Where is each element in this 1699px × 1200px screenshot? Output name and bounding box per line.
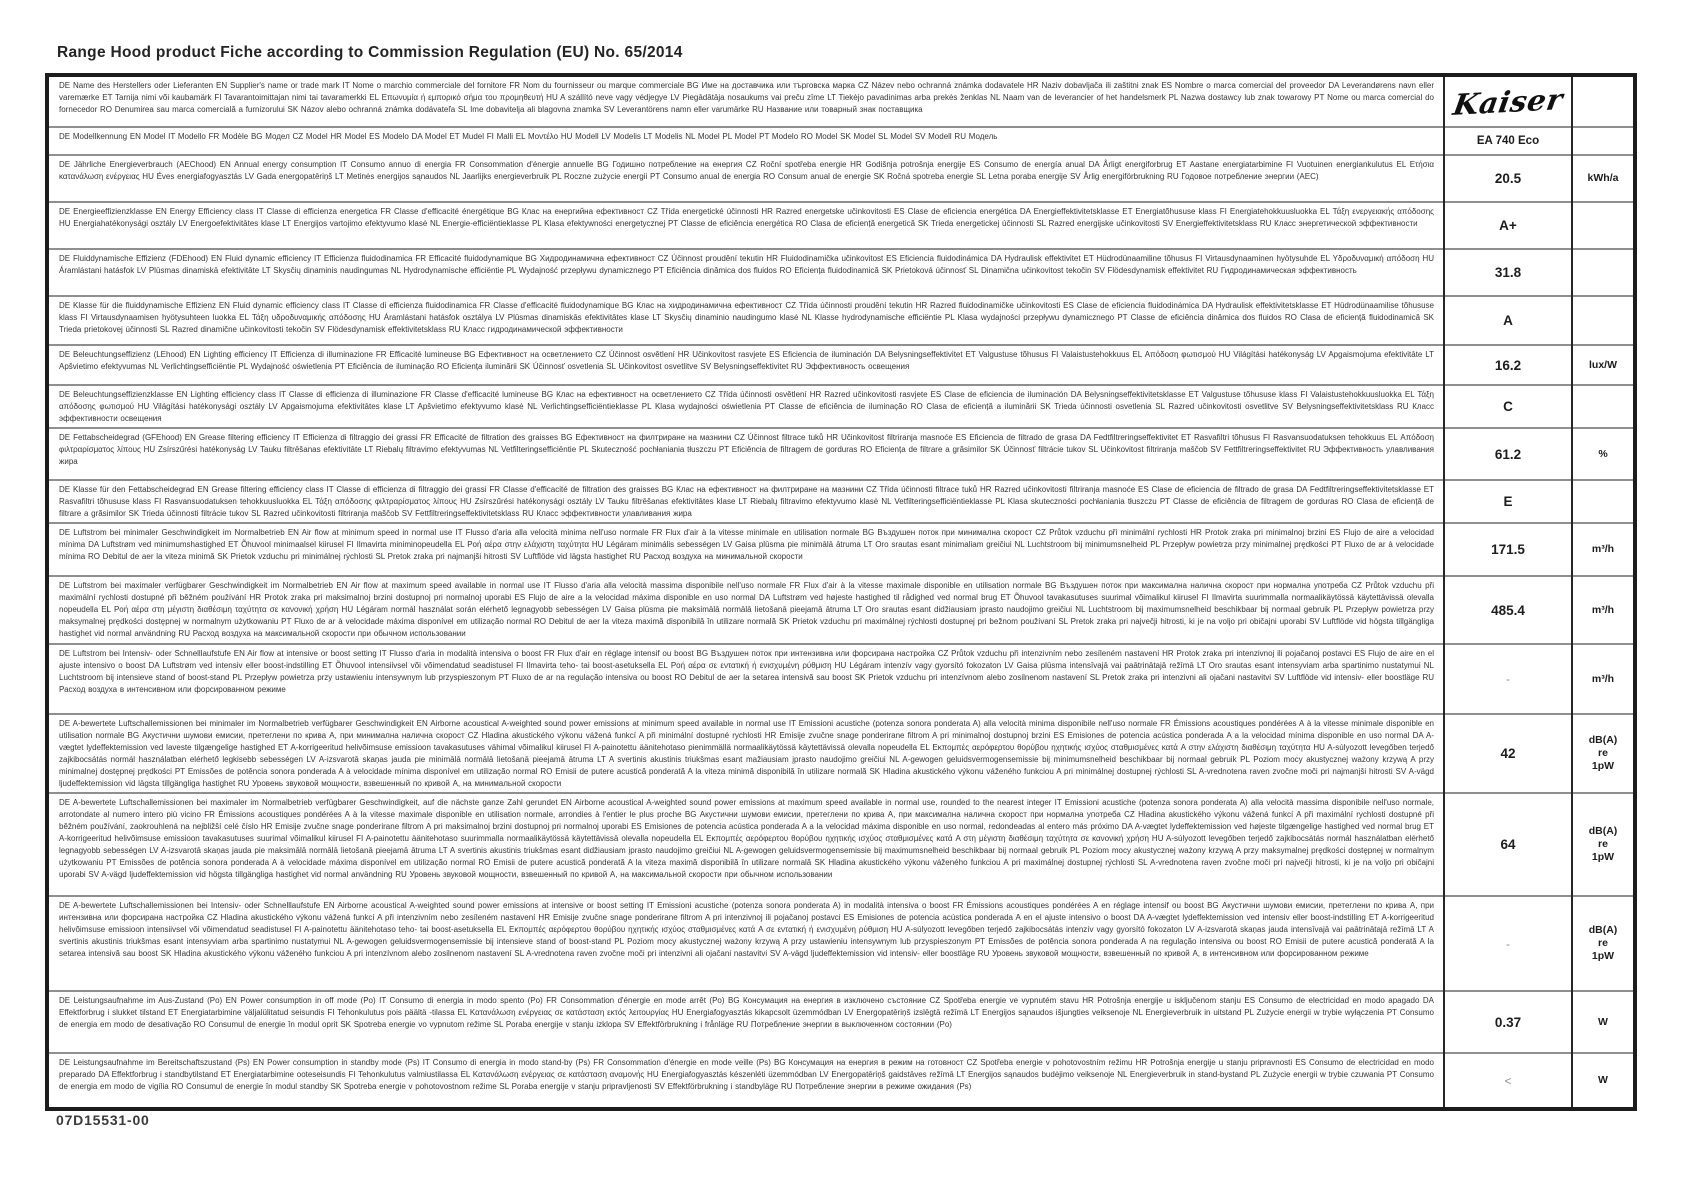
value-fluid-dynamic-efficiency: 31.8 xyxy=(1444,249,1572,296)
fiche-row-noise-intensive-boost xyxy=(47,896,1635,991)
unit-airflow-maximum-speed: m³/h xyxy=(1572,576,1635,644)
value-model: EA 740 Eco xyxy=(1444,127,1572,155)
fiche-row-lighting-efficiency-class xyxy=(47,385,1635,428)
value-annual-energy-consumption: 20.5 xyxy=(1444,155,1572,202)
fiche-row-power-standby-mode xyxy=(47,1053,1635,1109)
description-power-off-mode: DE Leistungsaufnahme im Aus-Zustand (Po) EN Power consumption in off mode (Po) IT Consumo di energia in modo spento (Po) FR Consommation d'énergie en mode arrêt (Po) BG Консумация на енергия в изключено състояние CZ Spotřeba energie ve vypnutém stavu HR Potrošnja energije u isključenom stanju ES Consumo de electricidad en modo apagado DA Effektforbrug i slukket tilstand ET Energiatarbimine väljalülitatud seisundis FI Tehonkulutus pois päältä -tilassa EL Κατανάλωση ενέργειας σε κατάσταση εκτός λειτουργίας HU Energiafogyasztás kikapcsolt üzemmódban LV Energopatēriņš izslēgtā režīmā LT Energijos sąnaudos išjungties veiksenoje NL Energieverbruik in uitstand PL Zużycie energii w trybie wyłączenia PT Consumo de energia em modo de desativação RO Consumul de energie în modul oprit SK Spotreba energie vo vypnutom režime SL Poraba energije v stanju izklopa SV Effektförbrukning i frånläge RU Потребление энергии в выключенном состоянии (Po) xyxy=(47,991,1444,1053)
page-title: Range Hood product Fiche according to Commission Regulation (EU) No. 65/2014 xyxy=(57,44,683,61)
unit-power-off-mode: W xyxy=(1572,991,1635,1053)
value-noise-intensive-boost: - xyxy=(1444,896,1572,991)
description-energy-efficiency-class: DE Energieeffizienzklasse EN Energy Efficiency class IT Classe di efficienza energetica FR Classe d'efficacité énergétique BG Клас на енергийна ефективност CZ Třída energetické účinnosti HR Razred energetske učinkovitosti ES Clase de eficiencia energética DA Energieffektivitetsklasse ET Energiatõhususe klass FI Energiatehokkuusluokka EL Τάξη ενεργειακής απόδοσης HU Energiahatékonysági osztály LV Energoefektivitātes klase LT Energijos vartojimo efektyvumo klasė NL Energie-efficiëntieklasse PL Klasa efektywności energetycznej PT Classe de eficiência energética RO Clasa de eficiență energetică SK Trieda energetickej účinnosti SL Razred energijske učinkovitosti SV Energieffektivitetsklass RU Класс энергетической эффективности xyxy=(47,202,1444,249)
value-fluid-dynamic-efficiency-class: A xyxy=(1444,296,1572,345)
value-lighting-efficiency: 16.2 xyxy=(1444,345,1572,385)
value-noise-minimum-speed: 42 xyxy=(1444,714,1572,793)
unit-fluid-dynamic-efficiency-class xyxy=(1572,296,1635,345)
description-fluid-dynamic-efficiency: DE Fluiddynamische Effizienz (FDEhood) EN Fluid dynamic efficiency IT Efficienza fluidodinamica FR Efficacité fluidodynamique BG Хидродинамична ефективност CZ Účinnost proudění tekutin HR Fluidodinamička učinkovitost ES Eficiencia fluidodinámica DA Hydraulisk effektivitet ET Hüdrodünaamiline tõhusus FI Virtausdynaaminen hyötysuhde EL Υδροδυναμική απόδοση HU Áramlástani hatásfok LV Plūsmas dinamiskā efektivitāte LT Skysčių dinaminis naudingumas NL Hydrodynamische efficiëntie PL Wydajność przepływu dynamicznego PT Eficiência dinâmica dos fluidos RO Eficiența fluidodinamică SK Prietoková účinnosť SL Dinamična učinkovitost tekočin SV Flödesdynamisk effektivitet RU Гидродинамическая эффективность xyxy=(47,249,1444,296)
value-lighting-efficiency-class: C xyxy=(1444,385,1572,428)
unit-lighting-efficiency-class xyxy=(1572,385,1635,428)
unit-airflow-intensive-boost: m³/h xyxy=(1572,644,1635,714)
description-model: DE Modellkennung EN Model IT Modello FR Modèle BG Модел CZ Model HR Model ES Modelo DA Model ET Mudel FI Malli EL Μοντέλο HU Modell LV Modelis LT Modelis NL Model PL Model PT Modelo RO Model SK Model SL Model SV Modell RU Модель xyxy=(47,127,1444,155)
unit-model xyxy=(1572,127,1635,155)
description-lighting-efficiency: DE Beleuchtungseffizienz (LEhood) EN Lighting efficiency IT Efficienza di illuminazione FR Efficacité lumineuse BG Ефективност на осветлението CZ Účinnost osvětlení HR Učinkovitost rasvjete ES Eficiencia de iluminación DA Belysningseffektivitet ET Valgustuse tõhusus FI Valaistustehokkuus EL Απόδοση φωτισμού HU Világítási hatékonyság LV Apgaismojuma efektivitāte LT Apšvietimo efektyvumas NL Verlichtingsefficiëntie PL Wydajność oświetlenia PT Eficiência de iluminação RO Eficiența iluminării SK Účinnosť osvetlenia SL Učinkovitost osvetlitve SV Belysningseffektivitet RU Эффективность освещения xyxy=(47,345,1444,385)
value-power-off-mode: 0.37 xyxy=(1444,991,1572,1053)
kaiser-brand-logo: Kaiser xyxy=(1450,81,1566,122)
value-energy-efficiency-class: A+ xyxy=(1444,202,1572,249)
unit-noise-minimum-speed: dB(A) re 1pW xyxy=(1572,714,1635,793)
fiche-row-fluid-dynamic-efficiency xyxy=(47,249,1635,296)
brand-logo-cell xyxy=(1444,75,1572,127)
value-airflow-maximum-speed: 485.4 xyxy=(1444,576,1572,644)
description-airflow-intensive-boost: DE Luftstrom bei Intensiv- oder Schnelllaufstufe EN Air flow at intensive or boost setting IT Flusso d'aria in modalità intensiva o boost FR Flux d'air en réglage intensif ou boost BG Въздушен поток при интензивна или форсирана настройка CZ Průtok vzduchu při intenzivním nebo zesíleném nastavení HR Protok zraka pri intenzivnoj ili pojačanoj postavci ES Flujo de aire en el ajuste intensivo o boost DA Luftstrøm ved intensiv eller boost-indstilling ET Õhuvool intensiivsel või võimendatud seadistusel FI Ilmavirta teho- tai boost-asetuksella EL Ροή αέρα σε εντατική ή ενισχυμένη ρύθμιση HU Légáram intenzív vagy gyorsító fokozaton LV Gaisa plūsma intensīvajā vai paātrinātajā režīmā LT Oro srautas esant intensyviam arba spartinimo nustatymui NL Luchtstroom bij intensieve stand of boost-stand PL Przepływ powietrza przy ustawieniu intensywnym lub przyspieszonym PT Fluxo de ar na regulação intensiva ou boost RO Debitul de aer la setarea intensivă sau boost SK Prietok vzduchu pri intenzívnom alebo zosilnenom nastavení SL Pretok zraka pri intenzivni ali ojačani nastavitvi SV Luftflöde vid intensiv- eller boostläge RU Расход воздуха в интенсивном или форсированном режиме xyxy=(47,644,1444,714)
description-noise-maximum-speed: DE A-bewertete Luftschallemissionen bei maximaler im Normalbetrieb verfügbarer Geschwindigkeit, auf die nächste ganze Zahl gerundet EN Airborne acoustical A-weighted sound power emissions at maximum speed available in normal use, rounded to the nearest integer IT Emissioni acustiche (potenza sonora ponderata A) alla velocità massima disponibile nell'uso normale, arrotondate al numero intero più vicino FR Émissions acoustiques pondérées A à la vitesse maximale disponible en utilisation normale, arrondies à l'entier le plus proche BG Акустични шумови емисии, претеглени по крива A, при максимална налична скорост при нормална употреба CZ Hladina akustického výkonu vážená funkcí A při maximální rychlosti dostupné při běžném používání, zaokrouhlená na nejbližší celé číslo HR Emisije zvučne snage ponderirane filtrom A pri maksimalnoj brzini dostupnoj pri normalnoj uporabi ES Emisiones de potencia acústica ponderada A a la velocidad máxima disponible en uso normal, redondeadas al entero más próximo DA A-vægtet lydeffektemission ved højeste tilgængelige hastighed ved normal brug ET A-korrigeeritud helivõimsuse emissioon tavakasutuses suurimal võimalikul kiirusel FI A-painotettu äänitehotaso suurimmalla normaalikäytössä käytettävissä olevalla nopeudella EL Εκπομπές αερόφερτου θορύβου ηχητικής ισχύος σταθμισμένες κατά A στη μέγιστη διαθέσιμη ταχύτητα σε κανονική χρήση HU A-súlyozott levegőben terjedő zajkibocsátás normál használatban elérhető legnagyobb sebességen LV A-izsvarotā skaņas jauda pie maksimālā normālā lietošanā pieejamā ātruma LT A svertinis akustinis triukšmas esant didžiausiam įprasto naudojimo greičiui NL A-gewogen geluidsvermogensemissie bij maximumsnelheid beschikbaar bij normaal gebruik PL Poziom mocy akustycznej ważony krzywą A przy maksymalnej prędkości dostępnej w normalnym użytkowaniu PT Emissões de potência sonora ponderada A à velocidade máxima disponível em utilização normal RO Emisii de putere acustică ponderată A la viteza maximă disponibilă în utilizare normală SK Hladina akustického výkonu váženého funkciou A pri maximálnej dostupnej rýchlosti SL A-vrednotena raven zvočne moči pri največji hitrosti, ki je na voljo pri običajni uporabi SV A-vägd ljudeffektemission vid högsta tillgängliga hastighet vid normal användning RU Уровень звуковой мощности, взвешенный по кривой A, на максимальной скорости при обычном использовании xyxy=(47,793,1444,896)
unit-grease-filtering-efficiency-class xyxy=(1572,480,1635,523)
description-grease-filtering-efficiency-class: DE Klasse für den Fettabscheidegrad EN Grease filtering efficiency class IT Classe di efficienza di filtraggio dei grassi FR Classe d'efficacité de filtration des graisses BG Клас на ефективност на филтриране на мазнини CZ Třída účinnosti filtrace tuků HR Razred učinkovitosti filtriranja masnoće ES Clase de eficiencia de filtrado de grasa DA Fedtfiltreringseffektivitetsklasse ET Rasvafiltri tõhususe klass FI Rasvansuodatuksen tehokkuusluokka EL Τάξη απόδοσης φιλτραρίσματος λίπους HU Zsírszűrési hatékonysági osztály LV Tauku filtrēšanas efektivitātes klase LT Riebalų filtravimo efektyvumo klasė NL Vetfilteringsefficiëntieklasse PL Klasa skuteczności pochłaniania tłuszczu PT Classe de eficiência de filtragem de gorduras RO Clasa de eficiență de filtrare a grăsimilor SK Trieda účinnosti filtrácie tukov SL Razred učinkovitosti filtriranja maščob SV Fettfiltreringseffektivitetsklass RU Класс эффективности улавливания жира xyxy=(47,480,1444,523)
fiche-row-grease-filtering-efficiency xyxy=(47,428,1635,480)
fiche-row-supplier-name xyxy=(47,75,1635,127)
fiche-row-noise-minimum-speed xyxy=(47,714,1635,793)
value-grease-filtering-efficiency: 61.2 xyxy=(1444,428,1572,480)
unit-energy-efficiency-class xyxy=(1572,202,1635,249)
description-supplier-name: DE Name des Herstellers oder Lieferanten EN Supplier's name or trade mark IT Nome o marchio commerciale del fornitore FR Nom du fournisseur ou marque commerciale BG Име на доставчика или търговска марка CZ Název nebo ochranná známka dodavatele HR Naziv dobavljača ili zaštitni znak ES Nombre o marca comercial del proveedor DA Leverandørens navn eller varemærke ET Tarnija nimi või kaubamärk FI Tavarantoimittajan nimi tai tavaramerkki EL Επωνυμία ή εμπορικό σήμα του προμηθευτή HU A szállító neve vagy védjegye LV Piegādātāja nosaukums vai preču zīme LT Tiekėjo pavadinimas arba prekės ženklas NL Naam van de leverancier of het handelsmerk PL Nazwa dostawcy lub znak towarowy PT Nome ou marca comercial do fornecedor RO Denumirea sau marca comercială a furnizorului SK Názov alebo ochranná známka dodávateľa SL Ime dobavitelja ali blagovna znamka SV Leverantörens namn eller varumärke RU Название или товарный знак поставщика xyxy=(59,81,1434,114)
value-airflow-intensive-boost: - xyxy=(1444,644,1572,714)
description-airflow-minimum-speed: DE Luftstrom bei minimaler Geschwindigkeit im Normalbetrieb EN Air flow at minimum speed in normal use IT Flusso d'aria alla velocità minima nell'uso normale FR Flux d'air à la vitesse minimale en utilisation normale BG Въздушен поток при минимална скорост CZ Průtok vzduchu při minimální rychlosti HR Protok zraka pri minimalnoj brzini ES Flujo de aire a velocidad mínima DA Luftstrøm ved minimumshastighed ET Õhuvool minimaalsel kiirusel FI Ilmavirta miniminopeudella EL Ροή αέρα στην ελάχιστη ταχύτητα HU Légáram minimális sebességen LV Gaisa plūsma pie minimālā ātruma LT Oro srautas esant minimaliam greičiui NL Luchtstroom bij minimumsnelheid PL Przepływ powietrza przy minimalnej prędkości PT Fluxo de ar à velocidade mínima RO Debitul de aer la viteza minimă SK Prietok vzduchu pri minimálnej rýchlosti SL Pretok zraka pri najmanjši hitrosti SV Luftflöde vid lägsta hastighet RU Расход воздуха на минимальной скорости xyxy=(47,523,1444,576)
unit-airflow-minimum-speed: m³/h xyxy=(1572,523,1635,576)
description-airflow-maximum-speed: DE Luftstrom bei maximaler verfügbarer Geschwindigkeit im Normalbetrieb EN Air flow at maximum speed available in normal use IT Flusso d'aria alla velocità massima disponibile nell'uso normale FR Flux d'air à la vitesse maximale disponible en utilisation normale BG Въздушен поток при максимална налична скорост при нормална употреба CZ Průtok vzduchu při maximální rychlosti dostupné při běžném používání HR Protok zraka pri maksimalnoj brzini dostupnoj pri normalnoj uporabi ES Flujo de aire a la velocidad máxima disponible en uso normal DA Luftstrøm ved højeste hastighed til rådighed ved normal brug ET Õhuvool tavakasutuses suurimal võimalikul kiirusel FI Ilmavirta suurimmalla normaalikäytössä käytettävissä olevalla nopeudella EL Ροή αέρα στη μέγιστη διαθέσιμη ταχύτητα σε κανονική χρήση HU Légáram normál használat során elérhető legnagyobb sebességen LV Gaisa plūsma pie maksimālā normālā lietošanā pieejamā ātruma LT Oro srautas esant didžiausiam įprasto naudojimo greičiui NL Luchtstroom bij maximumsnelheid beschikbaar bij normaal gebruik PL Przepływ powietrza przy maksymalnej prędkości dostępnej w normalnym użytkowaniu PT Fluxo de ar à velocidade máxima disponível em utilização normal RO Debitul de aer la viteza maximă disponibilă în utilizare normală SK Prietok vzduchu pri maximálnej rýchlosti dostupnej pri bežnom používaní SL Pretok zraka pri največji hitrosti, ki je na voljo pri običajni uporabi SV Luftflöde vid högsta tillgängliga hastighet vid normal användning RU Расход воздуха на максимальной скорости при обычном использовании xyxy=(47,576,1444,644)
unit-supplier-name xyxy=(1572,75,1635,127)
fiche-row-noise-maximum-speed xyxy=(47,793,1635,896)
fiche-row-energy-efficiency-class xyxy=(47,202,1635,249)
unit-lighting-efficiency: lux/W xyxy=(1572,345,1635,385)
fiche-row-annual-energy-consumption xyxy=(47,155,1635,202)
description-fluid-dynamic-efficiency-class: DE Klasse für die fluiddynamische Effizienz EN Fluid dynamic efficiency class IT Classe di efficienza fluidodinamica FR Classe d'efficacité fluidodynamique BG Клас на хидродинамична ефективност CZ Třída účinnosti proudění tekutin HR Razred fluidodinamičke učinkovitosti ES Clase de eficiencia fluidodinámica DA Hydraulisk effektivitetsklasse ET Hüdrodünaamilise tõhususe klass FI Virtausdynaamisen hyötysuhteen luokka EL Τάξη υδροδυναμικής απόδοσης HU Áramlástani hatásfok osztálya LV Plūsmas dinamiskās efektivitātes klase LT Skysčių dinaminio naudingumo klasė NL Klasse hydrodynamische efficiëntie PL Klasa wydajności przepływu dynamicznego PT Classe de eficiência dinâmica dos fluidos RO Clasa de eficiență fluidodinamică SK Trieda prietokovej účinnosti SL Razred dinamične učinkovitosti tekočin SV Flödesdynamisk effektivitetsklass RU Класс гидродинамической эффективности xyxy=(47,296,1444,345)
fiche-table xyxy=(45,73,1637,1111)
document-number: 07D15531-00 xyxy=(56,1112,150,1128)
fiche-row-power-off-mode xyxy=(47,991,1635,1053)
description-power-standby-mode: DE Leistungsaufnahme im Bereitschaftszustand (Ps) EN Power consumption in standby mode (Ps) IT Consumo di energia in modo stand-by (Ps) FR Consommation d'énergie en mode veille (Ps) BG Консумация на енергия в режим на готовност CZ Spotřeba energie v pohotovostním režimu HR Potrošnja energije u stanju pripravnosti ES Consumo de electricidad en modo preparado DA Effektforbrug i standbytilstand ET Energiatarbimine ooteseisundis FI Tehonkulutus valmiustilassa EL Κατανάλωση ενέργειας σε κατάσταση αναμονής HU Energiafogyasztás készenléti üzemmódban LV Energopatēriņš gaidstāves režīmā LT Energijos sąnaudos budėjimo veiksenoje NL Energieverbruik in stand-bystand PL Zużycie energii w trybie czuwania PT Consumo de energia em modo de vigília RO Consumul de energie în modul standby SK Spotreba energie v pohotovostnom režime SL Poraba energije v stanju pripravljenosti SV Effektförbrukning i standbyläge RU Потребление энергии в режиме ожидания (Ps) xyxy=(47,1053,1444,1109)
unit-annual-energy-consumption: kWh/a xyxy=(1572,155,1635,202)
description-grease-filtering-efficiency: DE Fettabscheidegrad (GFEhood) EN Grease filtering efficiency IT Efficienza di filtraggio dei grassi FR Efficacité de filtration des graisses BG Ефективност на филтриране на мазнини CZ Účinnost filtrace tuků HR Učinkovitost filtriranja masnoće ES Eficiencia de filtrado de grasa DA Fedtfiltreringseffektivitet ET Rasvafiltri tõhusus FI Rasvansuodatuksen tehokkuus EL Απόδοση φιλτραρίσματος λίπους HU Zsírszűrési hatékonyság LV Tauku filtrēšanas efektivitāte LT Riebalų filtravimo efektyvumas NL Vetfilteringsefficiëntie PL Skuteczność pochłaniania tłuszczu PT Eficiência de filtragem de gorduras RO Eficiența de filtrare a grăsimilor SK Účinnosť filtrácie tukov SL Učinkovitost filtriranja maščob SV Fettfiltreringseffektivitet RU Эффективность улавливания жира xyxy=(47,428,1444,480)
value-noise-maximum-speed: 64 xyxy=(1444,793,1572,896)
fiche-row-fluid-dynamic-efficiency-class xyxy=(47,296,1635,345)
unit-noise-intensive-boost: dB(A) re 1pW xyxy=(1572,896,1635,991)
fiche-row-lighting-efficiency xyxy=(47,345,1635,385)
fiche-row-airflow-intensive-boost xyxy=(47,644,1635,714)
unit-noise-maximum-speed: dB(A) re 1pW xyxy=(1572,793,1635,896)
fiche-row-airflow-minimum-speed xyxy=(47,523,1635,576)
description-lighting-efficiency-class: DE Beleuchtungseffizienzklasse EN Lighting efficiency class IT Classe di efficienza di illuminazione FR Classe d'efficacité lumineuse BG Клас на ефективност на осветлението CZ Třída účinnosti osvětlení HR Razred učinkovitosti rasvjete ES Clase de eficiencia de iluminación DA Belysningseffektivitetsklasse ET Valgustuse tõhususe klass FI Valaistustehokkuusluokka EL Τάξη απόδοσης φωτισμού HU Világítási hatékonysági osztály LV Apgaismojuma efektivitātes klase LT Apšvietimo efektyvumo klasė NL Verlichtingsefficiëntieklasse PL Klasa wydajności oświetlenia PT Classe de eficiência de iluminação RO Clasa de eficiență a iluminării SK Trieda účinnosti osvetlenia SL Razred učinkovitosti osvetlitve SV Belysningseffektivitetsklass RU Класс эффективности освещения xyxy=(47,385,1444,428)
value-grease-filtering-efficiency-class: E xyxy=(1444,480,1572,523)
description-annual-energy-consumption: DE Jährliche Energieverbrauch (AEChood) EN Annual energy consumption IT Consumo annuo di energia FR Consommation d'énergie annuelle BG Годишно потребление на енергия CZ Roční spotřeba energie HR Godišnja potrošnja energije ES Consumo de energía anual DA Årligt energiforbrug ET Aastane energiatarbimine FI Vuotuinen energiankulutus EL Ετήσια κατανάλωση ενέργειας HU Éves energiafogyasztás LV Gada energopatēriņš LT Metinės energijos sąnaudos NL Jaarlijks energieverbruik PL Roczne zużycie energii PT Consumo anual de energia RO Consum anual de energie SK Ročná spotreba energie SL Letna poraba energije SV Årlig energiförbrukning RU Годовое потребление энергии (AEC) xyxy=(47,155,1444,202)
description-noise-minimum-speed: DE A-bewertete Luftschallemissionen bei minimaler im Normalbetrieb verfügbarer Geschwindigkeit EN Airborne acoustical A-weighted sound power emissions at minimum speed available in normal use IT Emissioni acustiche (potenza sonora ponderata A) alla velocità minima disponibile nell'uso normale FR Émissions acoustiques pondérées A à la vitesse minimale disponible en utilisation normale BG Акустични шумови емисии, претеглени по крива A, при минимална налична скорост CZ Hladina akustického výkonu vážená funkcí A při minimální dostupné rychlosti HR Emisije zvučne snage ponderirane filtrom A pri minimalnoj dostupnoj brzini ES Emisiones de potencia acústica ponderada A a la velocidad mínima disponible en uso normal DA A-vægtet lydeffektemission ved laveste tilgængelige hastighed ET A-korrigeeritud helivõimsuse emissioon tavakasutuses vähimal võimalikul kiirusel FI A-painotettu äänitehotaso pienimmällä normaalikäytössä käytettävissä olevalla nopeudella EL Εκπομπές αερόφερτου θορύβου ηχητικής ισχύος σταθμισμένες κατά A στην ελάχιστη διαθέσιμη ταχύτητα HU A-súlyozott levegőben terjedő zajkibocsátás normál használatban elérhető legkisebb sebességen LV A-izsvarotā skaņas jauda pie minimālā normālā lietošanā pieejamā ātruma LT A svertinis akustinis triukšmas esant mažiausiam įprasto naudojimo greičiui NL A-gewogen geluidsvermogensemissie bij minimumsnelheid beschikbaar bij normaal gebruik PL Poziom mocy akustycznej ważony krzywą A przy minimalnej dostępnej prędkości PT Emissões de potência sonora ponderada A à velocidade mínima disponível em utilização normal RO Emisii de putere acustică ponderată A la viteza minimă disponibilă în utilizare normală SK Hladina akustického výkonu váženého funkciou A pri minimálnej dostupnej rýchlosti SL A-vrednotena raven zvočne moči pri najmanjši hitrosti SV A-vägd ljudeffektemission vid lägsta tillgängliga hastighet RU Уровень звуковой мощности, взвешенный по кривой A, на минимальной скорости xyxy=(47,714,1444,793)
fiche-row-grease-filtering-efficiency-class xyxy=(47,480,1635,523)
unit-power-standby-mode: W xyxy=(1572,1053,1635,1109)
fiche-row-model xyxy=(47,127,1635,155)
value-airflow-minimum-speed: 171.5 xyxy=(1444,523,1572,576)
unit-grease-filtering-efficiency: % xyxy=(1572,428,1635,480)
value-power-standby-mode: < xyxy=(1444,1053,1572,1109)
description-noise-intensive-boost: DE A-bewertete Luftschallemissionen bei Intensiv- oder Schnelllaufstufe EN Airborne acoustical A-weighted sound power emissions at intensive or boost setting IT Emissioni acustiche (potenza sonora ponderata A) in modalità intensiva o boost FR Émissions acoustiques pondérées A en réglage intensif ou boost BG Акустични шумови емисии, претеглени по крива A, при интензивна или форсирана настройка CZ Hladina akustického výkonu vážená funkcí A při intenzivním nebo zesíleném nastavení HR Emisije zvučne snage ponderirane filtrom A pri intenzivnoj ili pojačanoj postavci ES Emisiones de potencia acústica ponderada A en el ajuste intensivo o boost DA A-vægtet lydeffektemission ved intensiv eller boost-indstilling ET A-korrigeeritud helivõimsuse emissioon intensiivsel või võimendatud seadistusel FI A-painotettu äänitehotaso teho- tai boost-asetuksella EL Εκπομπές αερόφερτου θορύβου ηχητικής ισχύος σταθμισμένες κατά A σε εντατική ή ενισχυμένη ρύθμιση HU A-súlyozott levegőben terjedő zajkibocsátás intenzív vagy gyorsító fokozaton LV A-izsvarotā skaņas jauda intensīvajā vai paātrinātajā režīmā LT A svertinis akustinis triukšmas esant intensyviam arba spartinimo nustatymui NL A-gewogen geluidsvermogensemissie bij intensieve stand of boost-stand PL Poziom mocy akustycznej ważony krzywą A przy ustawieniu intensywnym lub przyspieszonym PT Emissões de potência sonora ponderada A na regulação intensiva ou boost RO Emisii de putere acustică ponderată A la setarea intensivă sau boost SK Hladina akustického výkonu váženého funkciou A pri intenzívnom alebo zosilnenom nastavení SL A-vrednotena raven zvočne moči pri intenzivni ali ojačani nastavitvi SV A-vägd ljudeffektemission vid intensiv- eller boostläge RU Уровень звуковой мощности, взвешенный по кривой A, в интенсивном или форсированном режиме xyxy=(47,896,1444,991)
unit-fluid-dynamic-efficiency xyxy=(1572,249,1635,296)
fiche-row-airflow-maximum-speed xyxy=(47,576,1635,644)
